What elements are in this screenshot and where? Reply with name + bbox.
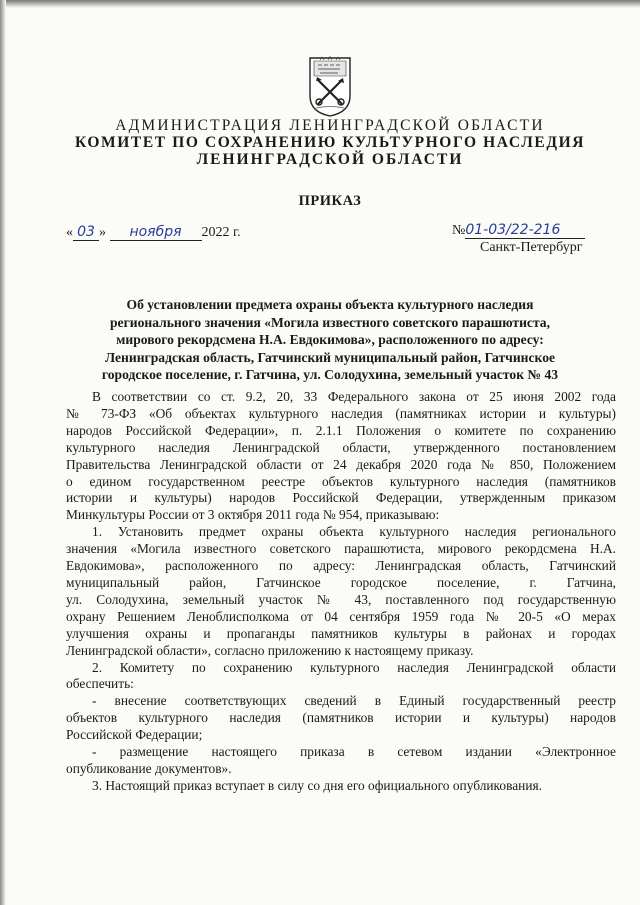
body-line: объектов культурного наследия (памятников истории и культуры) народов (66, 710, 616, 726)
header-committee: КОМИТЕТ ПО СОХРАНЕНИЮ КУЛЬТУРНОГО НАСЛЕДИЯ (74, 134, 586, 151)
paragraph-legal-basis (66, 389, 616, 524)
header-region: ЛЕНИНГРАДСКОЙ ОБЛАСТИ (196, 151, 464, 168)
paragraph-item-2 (66, 660, 616, 694)
body-line: - внесение соответствующих сведений в Единый государственный реестр (92, 693, 616, 709)
body-line: № 73-ФЗ «Об объектах культурного наследия (памятниках истории и культуры) (66, 405, 616, 421)
document-city: Санкт-Петербург (480, 240, 583, 255)
scan-edge-left (0, 0, 6, 905)
date-close-quote: » (99, 225, 106, 240)
body-line: значения «Могила известного советского парашютиста, мирового рекордсмена Н.А. (66, 541, 616, 557)
number-prefix: № (452, 223, 466, 238)
title-line: Об установлении предмета охраны объекта культурного наследия (126, 297, 534, 312)
paragraph-item-3 (66, 778, 616, 795)
body-line: улучшения охраны и пропаганды памятников культуры в районах и городах (66, 625, 616, 641)
body-line: охрану Решением Леноблисполкома от 04 сентября 1959 года № 20-5 «О мерах (66, 608, 616, 624)
scan-edge-top (0, 0, 640, 8)
body-line: - размещение настоящего приказа в сетевом издании «Электронное (92, 744, 616, 760)
document-body (66, 389, 616, 795)
body-line: ул. Солодухина, земельный участок № 43, поставленного под государственную (66, 591, 616, 607)
date-year: 2022 г. (201, 225, 241, 240)
body-line: муниципальный район, Гатчинское городское поселение, г. Гатчина, (66, 574, 616, 590)
body-line: обеспечить: (66, 676, 134, 692)
document-number (452, 222, 585, 239)
paragraph-item-1 (66, 524, 616, 659)
date-day-handwritten: 03 (77, 224, 95, 240)
date-month-field (110, 224, 202, 241)
coat-of-arms-icon (308, 56, 352, 118)
paragraph-item-2-publication (66, 744, 616, 778)
header-administration: АДМИНИСТРАЦИЯ ЛЕНИНГРАДСКОЙ ОБЛАСТИ (115, 117, 545, 134)
body-line: 2. Комитету по сохранению культурного наследия Ленинградской области (92, 659, 616, 675)
paragraph-item-2-registry (66, 693, 616, 744)
number-field (465, 222, 585, 239)
title-line: мирового рекордсмена Н.А. Евдокимова», расположенного по адресу: (116, 332, 544, 348)
body-line: Ленинградской области», согласно приложению к настоящему приказу. (66, 642, 474, 658)
date-open-quote: « (66, 225, 73, 240)
body-line: Евдокимова», расположенного по адресу: Ленинградская область, Гатчинский (66, 558, 616, 574)
body-line: истории и культуры) народов Российской Федерации, утвержденным приказом (66, 490, 616, 506)
document-date (66, 224, 241, 241)
date-day-field (73, 224, 99, 241)
title-line: городское поселение, г. Гатчина, ул. Солодухина, земельный участок № 43 (101, 367, 559, 383)
body-line: Правительства Ленинградской области от 24 декабря 2020 года № 850, Положением (66, 456, 616, 472)
body-line: 1. Установить предмет охраны объекта культурного наследия регионального (92, 524, 616, 540)
number-handwritten: 01-03/22-216 (465, 222, 561, 238)
body-line: Минкультуры России от 3 октября 2011 года № 954, приказываю: (66, 507, 440, 523)
body-line: Российской Федерации; (66, 727, 203, 743)
body-line: культурного наследия Ленинградской области, утвержденного постановлением (66, 439, 616, 455)
title-line: Ленинградская область, Гатчинский муниципальный район, Гатчинское (104, 349, 556, 365)
document-type: ПРИКАЗ (298, 193, 362, 209)
body-line: о едином государственном реестре объектов культурного наследия (памятников (66, 473, 616, 489)
document-title (50, 296, 610, 384)
body-line: опубликование документов». (66, 760, 232, 776)
date-month-handwritten: ноября (129, 224, 182, 240)
body-line: народов Российской Федерации», п. 2.1.1 Положения о комитете по сохранению (66, 422, 616, 438)
title-line: регионального значения «Могила известного советского парашютиста, (109, 314, 551, 330)
body-line: В соответствии со ст. 9.2, 20, 33 Федерального закона от 25 июня 2002 года (92, 389, 616, 404)
body-line: 3. Настоящий приказ вступает в силу со дня его официального опубликования. (92, 777, 542, 793)
